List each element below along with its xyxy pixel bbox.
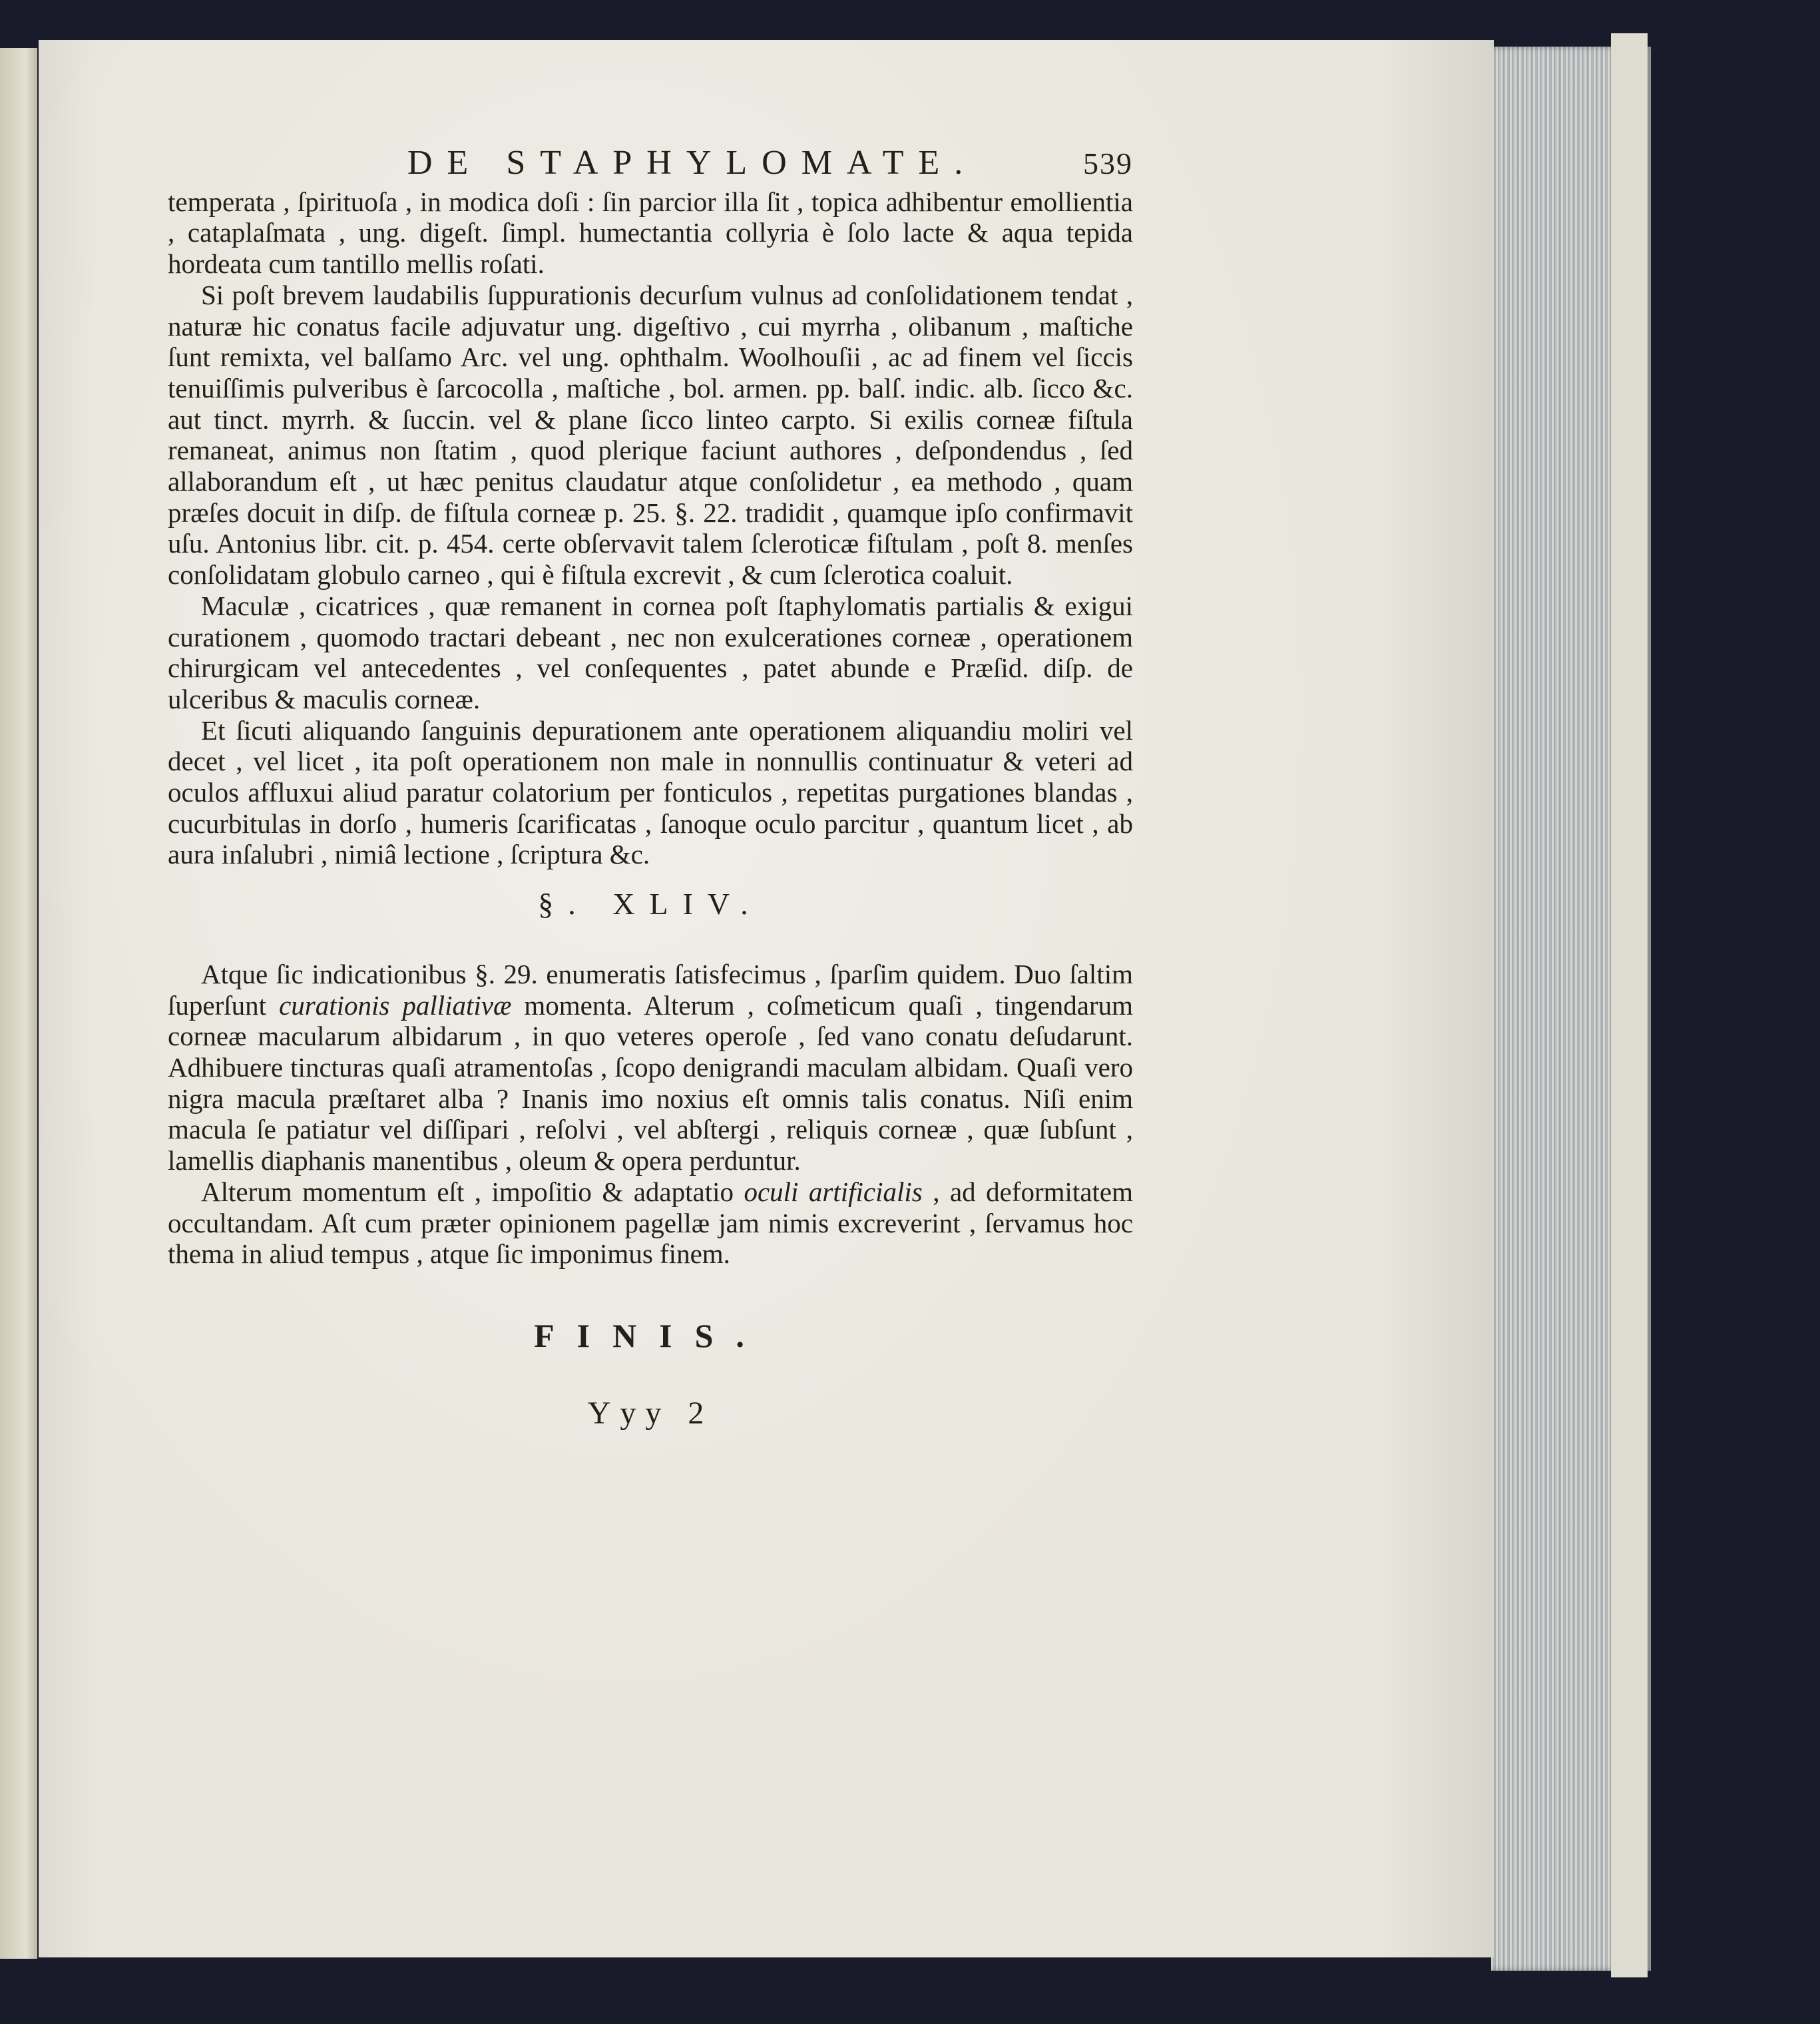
paragraph-6-italic: oculi artificialis <box>744 1176 923 1207</box>
paragraph-6 <box>168 1176 1133 1270</box>
page-number: 539 <box>1083 146 1133 180</box>
paragraph-5-italic: curationis palliativæ <box>279 989 512 1021</box>
running-title: DE STAPHYLOMATE. <box>407 144 978 182</box>
paragraph-4: Et ſicuti aliquando ſanguinis depurationem ante operationem aliquandiu moliri vel decet , vel licet , ita poſt operationem non male in nonnullis continuatur & veteri ad oculos affluxui aliud paratur colatorium per fonticulos , repetitas purgationes blandas , cucurbitulas in dorſo , humeris ſcarificatas , ſanoque oculo parcitur , quantum licet , ab aura inſalubri , nimiâ lectione , ſcriptura &c. <box>168 714 1133 870</box>
running-head <box>168 144 1133 182</box>
page-text <box>168 144 1133 1431</box>
paragraph-2: Si poſt brevem laudabilis ſuppurationis decurſum vulnus ad conſolidationem tendat , naturæ hic conatus facile adjuvatur ung. digeſtivo , cui myrrha , olibanum , maſtiche ſunt remixta, vel balſamo Arc. vel ung. ophthalm. Woolhouſii , ac ad finem vel ſiccis tenuiſſimis pulveribus è ſarcocolla , maſtiche , bol. armen. pp. balſ. indic. alb. ſicco &c. aut tinct. myrrh. & ſuccin. vel & plane ſicco linteo carpto. Si exilis corneæ fiſtula remaneat, animus non ſtatim , quod plerique faciunt authores , deſpondendus , ſed allaborandum eſt , ut hæc penitus claudatur atque conſolidetur , ea methodo , quam præſes docuit in diſp. de fiſtula corneæ p. 25. §. 22. tradidit , quamque ipſo confirmavit uſu. Antonius libr. cit. p. 454. certe obſervavit talem ſcleroticæ fiſtulam , poſt 8. menſes conſolidatam globulo carneo , qui è fiſtula excrevit , & cum ſclerotica coaluit. <box>168 279 1133 591</box>
paragraph-6-text-b: , ad deformitatem occultandam. Aſt cum præter opinionem pagellæ jam nimis excreverint , ſervamus hoc thema in aliud tempus , atque ſic imponimus finem. <box>168 1176 1133 1270</box>
paragraph-5 <box>168 959 1133 1176</box>
paragraph-5-text-b: momenta. Alterum , coſmeticum quaſi , tingendarum corneæ macularum albidarum , in quo veteres operoſe , ſed vano conatu deſudarunt. Adhibuere tincturas quaſi atramentoſas , ſcopo denigrandi maculam albidam. Quaſi vero nigra macula præſtaret alba ? Inanis imo noxius eſt omnis talis conatus. Niſi enim macula ſe patiatur vel diſſipari , reſolvi , vel abſtergi , reliquis corneæ , quæ ſubſunt , lamellis diaphanis manentibus , oleum & opera perduntur. <box>168 989 1133 1176</box>
signature-mark: Yyy 2 <box>587 1395 714 1431</box>
paragraph-3: Maculæ , cicatrices , quæ remanent in cornea poſt ſtaphylomatis partialis & exigui curationem , quomodo tractari debeant , nec non exulcerationes corneæ , operationem chirurgicam vel antecedentes , vel conſequentes , patet abunde e Præſid. diſp. de ulceribus & maculis corneæ. <box>168 590 1133 714</box>
section-heading: §. XLIV. <box>538 887 763 921</box>
facing-page-edge <box>0 48 37 1959</box>
book-cover-edge <box>1611 33 1648 1977</box>
paragraph-6-text-a: Alterum momentum eſt , impoſitio & adaptatio <box>201 1176 744 1207</box>
paragraph-5-text-a: Atque ſic indicationibus §. 29. enumeratis ſatisfecimus , ſparſim quidem. Duo ſaltim ſuperſunt <box>168 958 1133 1021</box>
paragraph-1: temperata , ſpirituoſa , in modica doſi : ſin parcior illa ſit , topica adhibentur emollientia , cataplaſmata , ung. digeſt. ſimpl. humectantia collyria è ſolo lacte & aqua tepida hordeata cum tantillo mellis roſati. <box>168 186 1133 280</box>
finis-heading: FINIS. <box>534 1316 767 1354</box>
